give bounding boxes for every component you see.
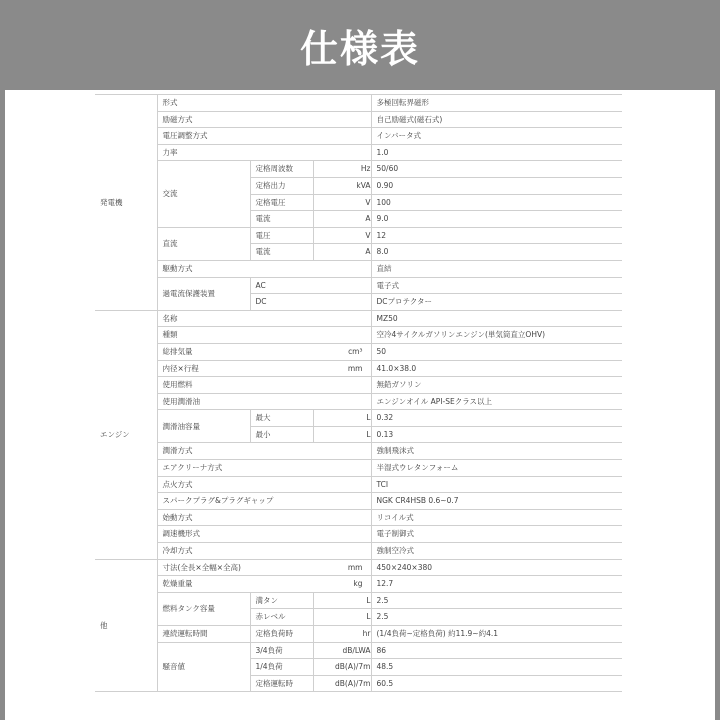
row-label: 使用燃料 [157, 377, 371, 394]
sub-label: 電流 [250, 244, 313, 261]
table-row [95, 310, 622, 327]
sub-label: 定格運転時 [250, 675, 313, 692]
row-label [157, 559, 371, 576]
table-row [95, 559, 622, 576]
row-value: 多極回転界磁形 [371, 95, 622, 112]
unit: mm [347, 363, 363, 373]
table-row [95, 260, 622, 277]
sub-label: AC [250, 277, 371, 294]
row-value: 電子制御式 [371, 526, 622, 543]
row-label-text: 内径×行程 [162, 363, 199, 373]
sub-label: DC [250, 294, 371, 311]
row-value: 60.5 [371, 675, 622, 692]
table-row [95, 393, 622, 410]
row-value: 2.5 [371, 592, 622, 609]
row-label: スパークプラグ&プラグギャップ [157, 493, 371, 510]
sub-label: 電圧 [250, 227, 313, 244]
table-row [95, 343, 622, 360]
table-row [95, 526, 622, 543]
unit: Hz [313, 161, 371, 178]
unit: cm³ [348, 346, 363, 356]
unit: A [313, 211, 371, 228]
row-label-text: 乾燥重量 [162, 579, 193, 589]
unit: L [313, 410, 371, 427]
row-value: 100 [371, 194, 622, 211]
sub-label: 最大 [250, 410, 313, 427]
row-label [157, 576, 371, 593]
category-other: 他 [95, 559, 157, 692]
table-row [95, 161, 622, 178]
row-value: エンジンオイル API-SEクラス以上 [371, 393, 622, 410]
table-row [95, 509, 622, 526]
unit: V [313, 227, 371, 244]
table-row [95, 377, 622, 394]
row-value: 0.13 [371, 426, 622, 443]
row-label: 力率 [157, 144, 371, 161]
sub-label: 定格出力 [250, 177, 313, 194]
group-label: 騒音値 [157, 642, 250, 692]
table-row [95, 227, 622, 244]
row-label: 始動方式 [157, 509, 371, 526]
table-row [95, 443, 622, 460]
unit: L [313, 609, 371, 626]
row-label: 種類 [157, 327, 371, 344]
row-value: 空冷4サイクルガソリンエンジン(単気筒直立OHV) [371, 327, 622, 344]
table-row [95, 277, 622, 294]
row-label: 点火方式 [157, 476, 371, 493]
unit: dB(A)/7m [313, 675, 371, 692]
row-value: 50 [371, 343, 622, 360]
spec-table [95, 94, 622, 692]
category-generator: 発電機 [95, 95, 157, 311]
sub-label: 電流 [250, 211, 313, 228]
unit: dB/LWA [313, 642, 371, 659]
sub-label: 最小 [250, 426, 313, 443]
category-engine: エンジン [95, 310, 157, 559]
row-value: TCI [371, 476, 622, 493]
table-row [95, 576, 622, 593]
table-row [95, 111, 622, 128]
table-row [95, 410, 622, 427]
row-value: MZ50 [371, 310, 622, 327]
row-value: 9.0 [371, 211, 622, 228]
row-label: 形式 [157, 95, 371, 112]
row-label: 冷却方式 [157, 543, 371, 560]
row-value: NGK CR4HSB 0.6~0.7 [371, 493, 622, 510]
row-value: 0.32 [371, 410, 622, 427]
row-label: 使用潤滑油 [157, 393, 371, 410]
row-label-text: 寸法(全長×全幅×全高) [162, 562, 241, 572]
row-value: 50/60 [371, 161, 622, 178]
row-value: 450×240×380 [371, 559, 622, 576]
table-row [95, 642, 622, 659]
group-label: 燃料タンク容量 [157, 592, 250, 625]
unit: L [313, 426, 371, 443]
unit: V [313, 194, 371, 211]
row-value: 強制空冷式 [371, 543, 622, 560]
sub-label: 満タン [250, 592, 313, 609]
sub-label: 赤レベル [250, 609, 313, 626]
table-row [95, 95, 622, 112]
row-value: 12.7 [371, 576, 622, 593]
row-value: (1/4負荷~定格負荷) 約11.9~約4.1 [371, 626, 622, 643]
row-label: 励磁方式 [157, 111, 371, 128]
row-value: 41.0×38.0 [371, 360, 622, 377]
row-value: リコイル式 [371, 509, 622, 526]
row-value: 半湿式ウレタンフォーム [371, 460, 622, 477]
unit: L [313, 592, 371, 609]
table-row [95, 493, 622, 510]
row-value: DCプロテクター [371, 294, 622, 311]
sub-label: 定格電圧 [250, 194, 313, 211]
row-value: 電子式 [371, 277, 622, 294]
row-label [157, 360, 371, 377]
row-value: 強制飛沫式 [371, 443, 622, 460]
sub-label: 3/4負荷 [250, 642, 313, 659]
row-value: 無鉛ガソリン [371, 377, 622, 394]
row-value: 1.0 [371, 144, 622, 161]
table-row [95, 543, 622, 560]
row-value: 0.90 [371, 177, 622, 194]
group-label: 連続運転時間 [157, 626, 250, 643]
row-value: 86 [371, 642, 622, 659]
group-label: 交流 [157, 161, 250, 227]
unit: dB(A)/7m [313, 659, 371, 676]
row-value: 12 [371, 227, 622, 244]
sub-label: 定格周波数 [250, 161, 313, 178]
unit: kg [353, 579, 363, 589]
table-row [95, 626, 622, 643]
group-label: 直流 [157, 227, 250, 260]
unit: kVA [313, 177, 371, 194]
unit: mm [347, 562, 363, 572]
row-value: 8.0 [371, 244, 622, 261]
table-row [95, 592, 622, 609]
table-row [95, 360, 622, 377]
row-value: 直結 [371, 260, 622, 277]
row-label-text: 総排気量 [162, 346, 193, 356]
sub-label: 1/4負荷 [250, 659, 313, 676]
row-value: 自己励磁式(磁石式) [371, 111, 622, 128]
row-label: 潤滑方式 [157, 443, 371, 460]
table-row [95, 128, 622, 145]
unit: hr [313, 626, 371, 643]
row-label: エアクリーナ方式 [157, 460, 371, 477]
sub-label: 定格負荷時 [250, 626, 313, 643]
table-row [95, 460, 622, 477]
page-title: 仕様表 [299, 26, 420, 71]
table-row [95, 476, 622, 493]
row-label [157, 343, 371, 360]
row-label: 駆動方式 [157, 260, 371, 277]
row-label: 調速機形式 [157, 526, 371, 543]
unit: A [313, 244, 371, 261]
page-header [0, 0, 720, 90]
row-value: 2.5 [371, 609, 622, 626]
group-label: 潤滑油容量 [157, 410, 250, 443]
table-row [95, 327, 622, 344]
row-label: 電圧調整方式 [157, 128, 371, 145]
row-label: 名称 [157, 310, 371, 327]
row-value: インバータ式 [371, 128, 622, 145]
table-row [95, 144, 622, 161]
row-value: 48.5 [371, 659, 622, 676]
group-label: 過電流保護装置 [157, 277, 250, 310]
